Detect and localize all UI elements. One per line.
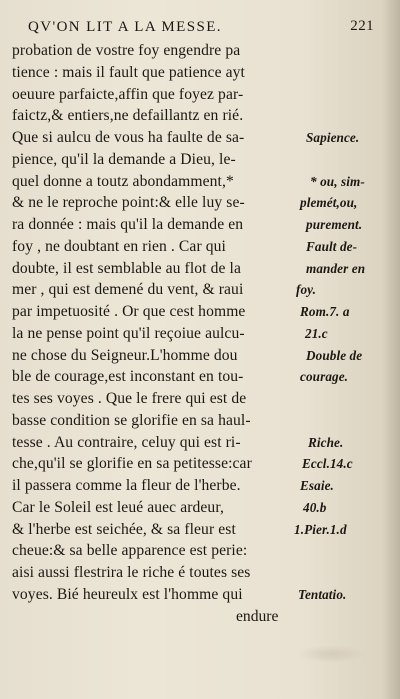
line-text: & ne le reproche point:& elle luy se-	[12, 194, 245, 212]
line-text: cheue:& sa belle apparence est perie:	[12, 542, 248, 560]
line-text: Que si aulcu de vous ha faulte de sa-	[12, 129, 245, 146]
text-line	[0, 62, 400, 84]
margin-note: Tentatio.	[298, 586, 347, 602]
line-text: ra donnée : mais qu'il la demande en	[12, 216, 244, 233]
text-line	[0, 84, 400, 106]
text-line	[0, 171, 400, 193]
line-text: probation de vostre foy engendre pa	[12, 42, 241, 59]
text-line	[0, 279, 400, 301]
line-text: basse condition se glorifie en sa haul-	[12, 411, 251, 429]
margin-note: 40.b	[303, 499, 327, 515]
text-line	[0, 214, 400, 236]
text-line	[0, 540, 400, 562]
text-line	[0, 388, 400, 410]
text-line	[0, 432, 400, 454]
catchword: endure	[236, 607, 279, 625]
margin-note: Eccl.14.c	[302, 456, 353, 472]
catchword-line	[0, 606, 400, 628]
text-line	[0, 453, 400, 475]
text-line	[0, 323, 400, 345]
text-block	[0, 40, 400, 627]
margin-note: Double de	[306, 347, 363, 363]
line-text: tience : mais il fault que patience ayt	[12, 63, 245, 81]
text-line	[0, 192, 400, 214]
line-text: faictz,& entiers,ne defaillantz en rié.	[12, 107, 244, 125]
margin-note: Fault de-	[306, 238, 358, 254]
text-line	[0, 584, 400, 606]
text-line	[0, 236, 400, 258]
margin-note: foy.	[296, 282, 317, 298]
margin-note: 21.c	[305, 325, 328, 341]
text-line	[0, 519, 400, 541]
line-text: quel donne a toutz abondamment,*	[12, 172, 234, 190]
line-text: pience, qu'il la demande a Dieu, le-	[12, 150, 236, 168]
line-text: doubte, il est semblable au flot de la	[12, 259, 241, 277]
line-text: tesse . Au contraire, celuy qui est ri-	[12, 433, 241, 451]
text-line	[0, 410, 400, 432]
text-line	[0, 475, 400, 497]
line-text: & l'herbe est seichée, & sa fleur est	[12, 520, 236, 538]
running-header	[28, 14, 374, 38]
line-text: la ne pense point qu'il reçoiue aulcu-	[12, 324, 245, 342]
page-number: 221	[350, 18, 374, 34]
margin-note: mander en	[306, 260, 366, 276]
running-head-title: QV'ON LIT A LA MESSE.	[28, 19, 222, 35]
show-through-stain	[296, 645, 366, 663]
line-text: il passera comme la fleur de l'herbe.	[12, 477, 241, 494]
text-line	[0, 149, 400, 171]
line-text: aisi aussi flestrira le riche é toutes ses	[12, 564, 251, 581]
line-text: foy , ne doubtant en rien . Car qui	[12, 237, 226, 255]
text-line	[0, 562, 400, 584]
margin-note: plemét,ou,	[300, 195, 358, 211]
text-line	[0, 301, 400, 323]
text-line	[0, 345, 400, 367]
line-text: ble de courage,est inconstant en tou-	[12, 368, 244, 386]
text-line	[0, 497, 400, 519]
line-text: ne chose du Seigneur.L'homme dou	[12, 346, 238, 364]
line-text: che,qu'il se glorifie en sa petitesse:car	[12, 455, 252, 473]
margin-note: purement.	[306, 217, 363, 232]
text-line	[0, 258, 400, 280]
text-line	[0, 127, 400, 149]
margin-note: Rom.7. a	[300, 304, 350, 319]
margin-note: 1.Pier.1.d	[294, 521, 347, 537]
margin-note: Esaie.	[300, 478, 334, 493]
margin-note: * ou, sim-	[310, 173, 365, 189]
margin-note: Riche.	[308, 434, 344, 450]
text-line	[0, 366, 400, 388]
margin-note: Sapience.	[306, 130, 360, 145]
text-line	[0, 40, 400, 62]
margin-note: courage.	[300, 369, 349, 385]
line-text: voyes. Bié heureulx est l'homme qui	[12, 585, 243, 603]
line-text: mer , qui est demené du vent, & raui	[12, 281, 244, 299]
line-text: Car le Soleil est leué auec ardeur,	[12, 498, 224, 516]
line-text: oeuure parfaicte,affin que foyez par-	[12, 85, 244, 103]
line-text: tes ses voyes . Que le frere qui est de	[12, 390, 247, 407]
text-line	[0, 105, 400, 127]
line-text: par impetuosité . Or que cest homme	[12, 303, 246, 320]
